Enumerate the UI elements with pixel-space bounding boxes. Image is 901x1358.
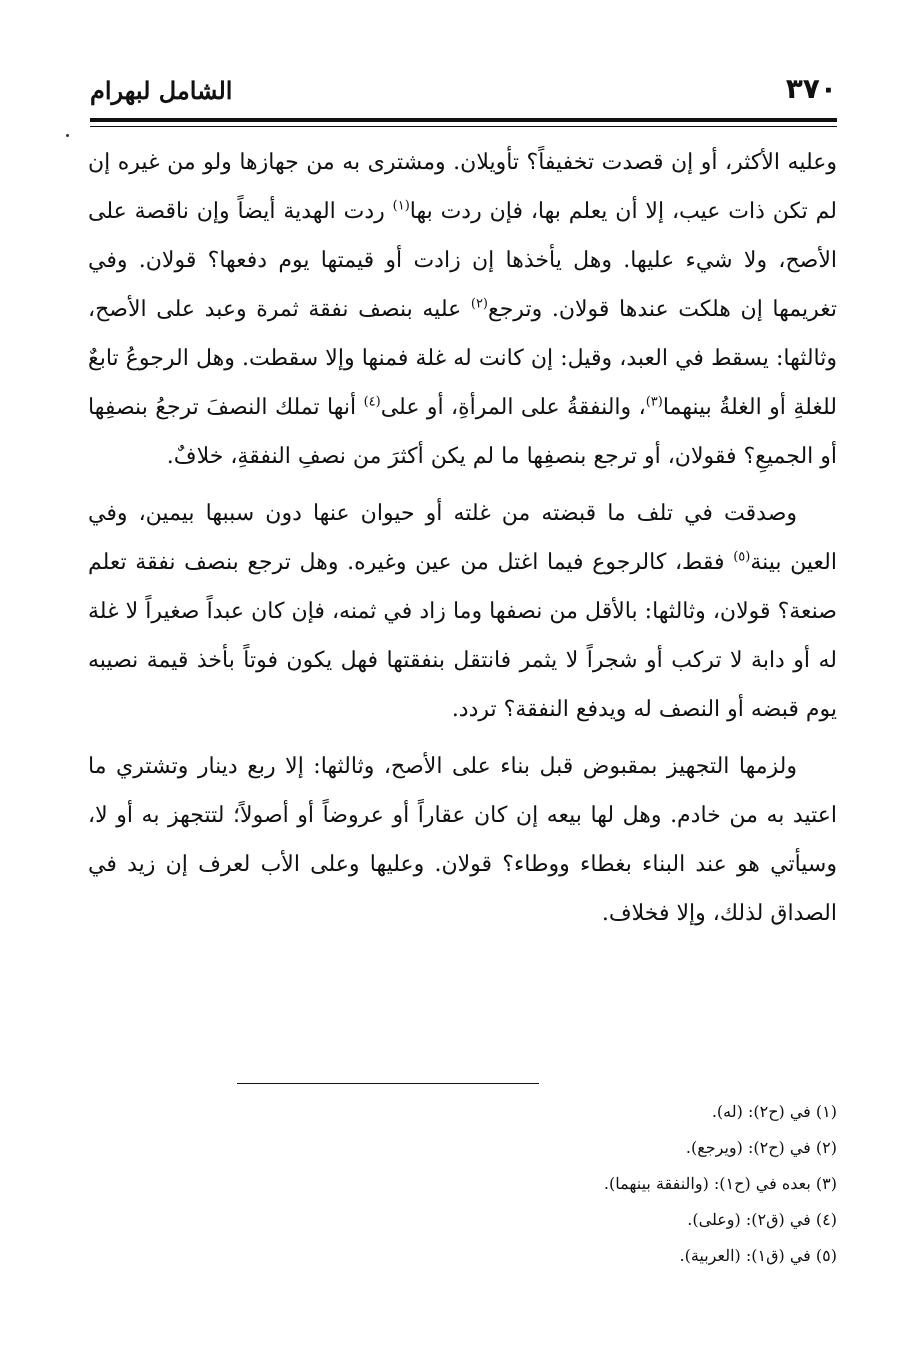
margin-mark xyxy=(66,134,69,137)
footnote-ref-4: (٤) xyxy=(363,394,381,410)
footnotes xyxy=(200,1094,837,1274)
footnote-ref-3: (٣) xyxy=(645,394,663,410)
footnote-ref-1: (١) xyxy=(392,198,410,214)
main-text xyxy=(88,138,837,938)
paragraph-2-part-a: وصدقت في تلف ما قبضته من غلته أو حيوان عنها دون سببها بيمين، وفي العين بينة xyxy=(88,501,837,575)
header-rule-thick xyxy=(90,118,837,122)
footnote-ref-5: (٥) xyxy=(733,549,751,565)
paragraph-2 xyxy=(88,489,837,734)
paragraph-3 xyxy=(88,742,837,938)
page-number: ٣٧٠ xyxy=(785,72,837,105)
paragraph-1-part-c: عليه بنصف نفقة ثمرة وعبد على الأصح، وثالثها: يسقط في العبد، وقيل: إن كانت له غلة فمنها وإلا سقطت. وهل الرجوعُ تابعٌ للغلةِ أو الغلةُ بينهما xyxy=(88,297,837,420)
paragraph-1 xyxy=(88,138,837,481)
footnote-1: (١) في (ح٢): (له). xyxy=(711,1102,837,1121)
footnote-2: (٢) في (ح٢): (ويرجع). xyxy=(685,1138,837,1157)
paragraph-1-part-a: وعليه الأكثر، أو إن قصدت تخفيفاً؟ تأويلان. ومشترى به من جهازها ولو من غيره إن لم تكن ذات عيب، إلا أن يعلم بها، فإن ردت بها xyxy=(88,150,838,224)
footnote-separator xyxy=(237,1083,539,1084)
footnote-ref-2: (٢) xyxy=(470,296,488,312)
paragraph-1-part-e: أنها تملك النصفَ ترجعُ بنصفِها أو الجميعِ؟ فقولان، أو ترجع بنصفِها ما لم يكن أكثرَ من نصفِ النفقةِ، خلافٌ. xyxy=(88,395,837,469)
running-title: الشامل لبهرام xyxy=(90,76,233,105)
footnote-3: (٣) بعده في (ح١): (والنفقة بينهما). xyxy=(603,1174,837,1193)
footnote-5: (٥) في (ق١): (العربية). xyxy=(679,1246,837,1265)
page-header xyxy=(90,62,837,112)
paragraph-1-part-d: ، والنفقةُ على المرأةِ، أو على xyxy=(380,395,646,420)
paragraph-1-part-b: ردت الهدية أيضاً وإن ناقصة على الأصح، ولا شيء عليها. وهل يأخذها إن زادت أو قيمتها يوم دفعها؟ قولان. وفي تغريمها إن هلكت عندها قولان. وترجع xyxy=(88,199,837,322)
footnote-4: (٤) في (ق٢): (وعلى). xyxy=(687,1210,837,1229)
paragraph-3-text: ولزمها التجهيز بمقبوض قبل بناء على الأصح، وثالثها: إلا ربع دينار وتشتري ما اعتيد به من خادم. وهل لها بيعه إن كان عقاراً أو عروضاً أو أصولاً؛ لتتجهز به أو لا، وسيأتي هو عند البناء بغطاء ووطاء؟ قولان. وعليها وعلى الأب لعرف إن زيد في الصداق لذلك، وإلا فخلاف. xyxy=(88,754,838,926)
paragraph-2-part-b: فقط، كالرجوع فيما اغتل من عين وغيره. وهل ترجع بنصف نفقة تعلم صنعة؟ قولان، وثالثها: بالأقل من نصفها وما زاد في ثمنه، فإن كان عبداً صغيراً لا غلة له أو دابة لا تركب أو شجراً لا يثمر فانتقل بنفقتها فهل يكون فوتاً بأخذ قيمة نصيبه يوم قبضه أو النصف له ويدفع النفقة؟ تردد. xyxy=(88,550,837,722)
header-rule-thin xyxy=(90,126,837,127)
